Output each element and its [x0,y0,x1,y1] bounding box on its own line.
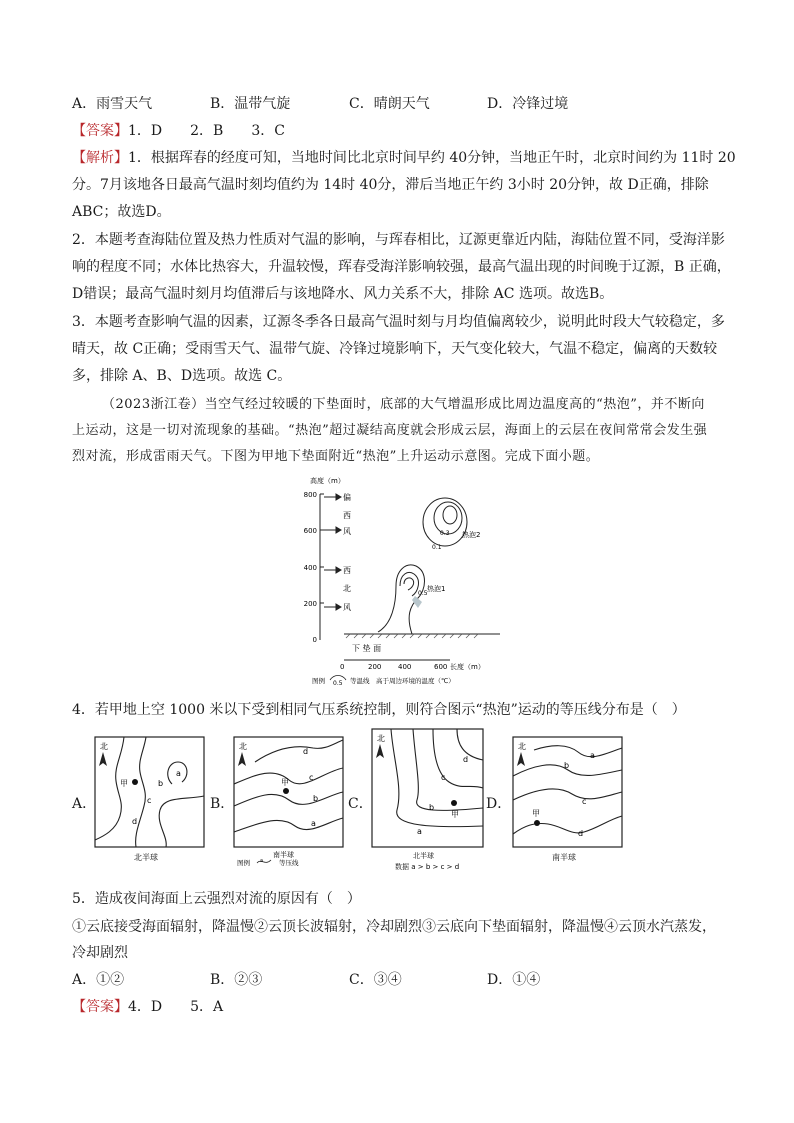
q4-option-a-label: A． [72,796,97,812]
wind-label: 风 [343,603,351,612]
point-jia [534,820,540,826]
north-arrow-icon [238,752,246,766]
point-jia-label: 甲 [281,778,289,787]
answer-tag: 【答案】 [72,999,128,1015]
y-tick: 800 [303,491,317,499]
isobar-letter: b [158,779,164,788]
analysis-line: 3．本题考查影响气温的因素，辽源冬季各日最高气温时刻与月均值偏离较少，说明此时段大气较稳定，多 [72,314,725,330]
hemisphere-label: 南半球 [273,851,294,859]
analysis-line: D错误；最高气温时刻月均值滞后与该地降水、风力关系不大，排除 AC 选项。故选B。 [72,286,614,302]
question-5: 5．造成夜间海面上云强烈对流的原因有（ ） [72,891,361,907]
point-jia [451,800,457,806]
isobar-map-a [94,736,206,866]
isobar-letter: a [311,819,316,828]
hemisphere-label: 北半球 [413,852,434,860]
analysis-line: ABC；故选D。 [72,204,171,220]
point-jia [283,788,289,794]
analysis-text: 1．根据珲春的经度可知，当地时间比北京时间早约 40分钟，当地正午时，北京时间约为 11时 20 [128,150,736,166]
hemisphere-label: 北半球 [134,853,158,862]
north-label: 北 [518,742,526,751]
legend-text: 等温线 高于周边环境的温度（℃） [350,677,455,685]
question-4: 4．若甲地上空 1000 米以下受到相同气压系统控制，则符合图示“热泡”运动的等压线分布是（ ） [72,702,686,718]
point-jia-label: 甲 [120,779,128,788]
north-label: 北 [377,734,385,743]
option-c: C．晴朗天气 [349,96,430,112]
question-stem: 烈对流，形成雷雨天气。下图为甲地下垫面附近“热泡”上升运动示意图。完成下面小题。 [72,449,600,464]
isobar-letter: c [582,797,587,806]
option-a: A．雨雪天气 [72,96,153,112]
legend-tag: 图例 [237,859,250,866]
isobar-letter: a [176,769,181,778]
y-axis-label: 高度（m） [310,477,345,485]
y-tick: 400 [303,564,317,572]
answer-block-1 [72,121,285,141]
isobar-letter: b [564,761,570,770]
q4-option-b-label: B． [210,796,235,812]
wind-label: 西 [343,511,351,520]
analysis-line: 响的程度不同；水体比热容大，升温较慢，珲春受海洋影响较强，最高气温出现的时间晚于辽源，B 正确， [72,259,731,275]
isotherm-label: 0.5 [418,590,428,597]
point-jia [132,779,138,785]
y-tick: 0 [312,636,317,644]
x-axis-label: 长度（m） [450,663,485,671]
question-stem: （2023浙江卷）当空气经过较暖的下垫面时，底部的大气增温形成比周边温度高的“热泡”，并不断向 [102,397,705,412]
x-tick: 600 [434,663,448,671]
option-d: D．冷锋过境 [487,96,569,112]
north-arrow-icon [99,752,107,766]
q5-option-c: C．③④ [349,972,402,988]
isotherm-label: 0.3 [440,530,450,537]
legend-letter: a [260,858,264,864]
isobar-letter: d [132,817,138,826]
isobar-letter: d [463,755,469,764]
answer-text: 4．D 5．A [128,999,224,1015]
analysis-line: 分。7月该地各日最高气温时刻均值约为 14时 40分，滞后当地正午约 3小时 20分钟，故 D正确，排除 [72,177,709,193]
point-jia-label: 甲 [532,809,540,818]
q5-option-b: B．②③ [210,972,263,988]
isobar-letter: c [147,796,152,805]
pressure-order-note: 数据 a > b > c > d [395,863,460,871]
wind-label: 北 [343,584,351,593]
q4-option-c-label: C． [348,796,373,812]
x-tick: 400 [398,663,412,671]
point-jia-label: 甲 [451,810,459,819]
wind-label: 风 [343,527,351,536]
north-arrow-icon [517,752,525,766]
q5-option-a: A．①② [72,972,125,988]
hemisphere-label: 南半球 [552,853,576,862]
answer-block-2 [72,997,223,1017]
question-5-statements: 冷却剧烈 [72,945,128,961]
surface-label: 下 垫 面 [352,644,382,653]
isobar-map-d [512,736,624,866]
wind-label: 偏 [343,493,351,502]
isobar-letter: a [417,827,422,836]
answer-text: 1．D 2．B 3．C [128,123,285,139]
north-arrow-icon [376,744,384,758]
legend-tag: 图例 [312,677,325,685]
bubble-2-label: 热泡2 [462,531,481,539]
x-tick: 200 [368,663,382,671]
y-tick: 200 [303,600,317,608]
analysis-line [72,148,736,168]
isobar-letter: c [441,773,446,782]
isotherm-label: 0.1 [432,544,442,551]
question-5-statements: ①云底接受海面辐射，降温慢②云顶长波辐射，冷却剧烈③云底向下垫面辐射，降温慢④云顶水汽蒸发， [72,919,716,935]
y-tick: 600 [303,527,317,535]
q4-option-d-label: D． [486,796,512,812]
north-label: 北 [100,742,108,751]
isobar-map-b [233,736,345,866]
q5-option-d: D．①④ [487,972,541,988]
wind-label: 西 [343,566,351,575]
x-tick: 0 [340,663,345,671]
analysis-line: 晴天，故 C正确；受雨雪天气、温带气旋、冷锋过境影响下，天气变化较大，气温不稳定，偏离的天数较 [72,341,718,357]
answer-tag: 【答案】 [72,123,128,139]
bubble-1-label: 热泡1 [427,585,446,593]
isobar-map-c [371,728,485,873]
isobar-letter: a [590,751,595,760]
legend-text: 等压线 [279,859,299,866]
analysis-line: 2．本题考查海陆位置及热力性质对气温的影响，与珲春相比，辽源更靠近内陆，海陆位置不同，受海洋影 [72,232,725,248]
analysis-tag: 【解析】 [72,150,128,166]
thermal-bubble-figure [300,474,500,690]
isobar-letter: c [309,773,314,782]
isobar-letter: b [429,803,435,812]
isobar-letter: d [578,829,584,838]
legend-value: 0.5 [333,680,343,687]
analysis-line: 多，排除 A、B、D选项。故选 C。 [72,368,292,384]
question-stem: 上运动，这是一切对流现象的基础。“热泡”超过凝结高度就会形成云层，海面上的云层在夜间常常会发生强 [72,423,708,438]
isobar-letter: b [313,794,319,803]
isobar-letter: d [303,747,309,756]
bubble-2-isotherms [423,498,467,546]
option-b: B．温带气旋 [210,96,291,112]
north-label: 北 [239,742,247,751]
